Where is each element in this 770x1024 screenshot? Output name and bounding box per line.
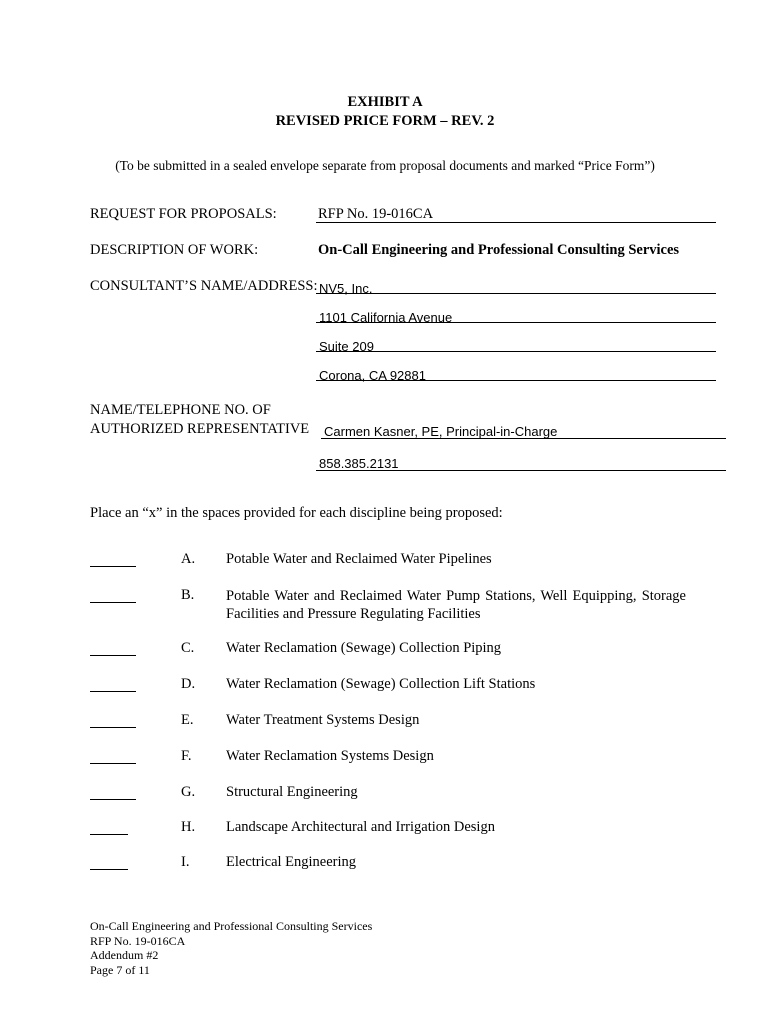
discipline-blank-g[interactable] <box>90 799 136 800</box>
rfp-value[interactable]: RFP No. 19-016CA <box>318 206 434 222</box>
consultant-label: CONSULTANT’S NAME/ADDRESS: <box>90 278 318 294</box>
discipline-text-b: Potable Water and Reclaimed Water Pump Stations, Well Equipping, Storage Facilities and Pressure Regulating Facilities <box>226 588 686 622</box>
description-value: On-Call Engineering and Professional Consulting Services <box>318 242 680 258</box>
discipline-blank-d[interactable] <box>90 691 136 692</box>
rep-label-line-2: AUTHORIZED REPRESENTATIVE <box>90 421 310 437</box>
consultant-line-3 <box>316 351 716 352</box>
discipline-blank-c[interactable] <box>90 655 136 656</box>
rep-phone-underline <box>316 470 726 471</box>
discipline-blank-a[interactable] <box>90 566 136 567</box>
exhibit-title: EXHIBIT A <box>347 94 423 110</box>
discipline-text-h: Landscape Architectural and Irrigation Design <box>226 819 495 835</box>
consultant-line-2 <box>316 322 716 323</box>
consultant-name[interactable]: NV5, Inc. <box>319 281 373 296</box>
discipline-letter-f: F. <box>181 748 192 764</box>
discipline-letter-b: B. <box>181 587 195 603</box>
footer-page-number: Page 7 of 11 <box>90 963 150 977</box>
instructions-text: Place an “x” in the spaces provided for each discipline being proposed: <box>90 505 503 521</box>
discipline-blank-b[interactable] <box>90 602 136 603</box>
discipline-text-c: Water Reclamation (Sewage) Collection Piping <box>226 640 502 656</box>
consultant-line-1 <box>316 293 716 294</box>
rep-phone[interactable]: 858.385.2131 <box>319 456 399 471</box>
rep-name-underline <box>321 438 726 439</box>
discipline-text-f: Water Reclamation Systems Design <box>226 748 434 764</box>
rep-label-line-1: NAME/TELEPHONE NO. OF <box>90 402 271 418</box>
consultant-line-4 <box>316 380 716 381</box>
discipline-blank-h[interactable] <box>90 834 128 835</box>
rfp-underline <box>316 222 716 223</box>
rfp-label: REQUEST FOR PROPOSALS: <box>90 206 277 222</box>
footer-project: On-Call Engineering and Professional Consulting Services <box>90 919 373 933</box>
consultant-address-1[interactable]: 1101 California Avenue <box>319 310 453 325</box>
discipline-text-e: Water Treatment Systems Design <box>226 712 420 728</box>
discipline-letter-g: G. <box>181 784 196 800</box>
discipline-blank-e[interactable] <box>90 727 136 728</box>
discipline-letter-d: D. <box>181 676 196 692</box>
discipline-blank-i[interactable] <box>90 869 128 870</box>
consultant-address-2[interactable]: Suite 209 <box>319 339 374 354</box>
form-subtitle: REVISED PRICE FORM – REV. 2 <box>275 113 495 129</box>
discipline-text-a: Potable Water and Reclaimed Water Pipelines <box>226 551 492 567</box>
discipline-text-d: Water Reclamation (Sewage) Collection Lift Stations <box>226 676 536 692</box>
discipline-letter-a: A. <box>181 551 196 567</box>
footer-addendum: Addendum #2 <box>90 948 159 962</box>
discipline-letter-h: H. <box>181 819 196 835</box>
discipline-text-g: Structural Engineering <box>226 784 358 800</box>
consultant-address-3[interactable]: Corona, CA 92881 <box>319 368 426 383</box>
discipline-letter-c: C. <box>181 640 195 656</box>
discipline-letter-i: I. <box>181 854 190 870</box>
discipline-blank-f[interactable] <box>90 763 136 764</box>
submission-note: (To be submitted in a sealed envelope separate from proposal documents and marked “Price Form”) <box>115 158 655 173</box>
discipline-letter-e: E. <box>181 712 194 728</box>
footer-rfp: RFP No. 19-016CA <box>90 934 186 948</box>
rep-name[interactable]: Carmen Kasner, PE, Principal-in-Charge <box>324 424 558 439</box>
description-label: DESCRIPTION OF WORK: <box>90 242 259 258</box>
discipline-text-i: Electrical Engineering <box>226 854 357 870</box>
